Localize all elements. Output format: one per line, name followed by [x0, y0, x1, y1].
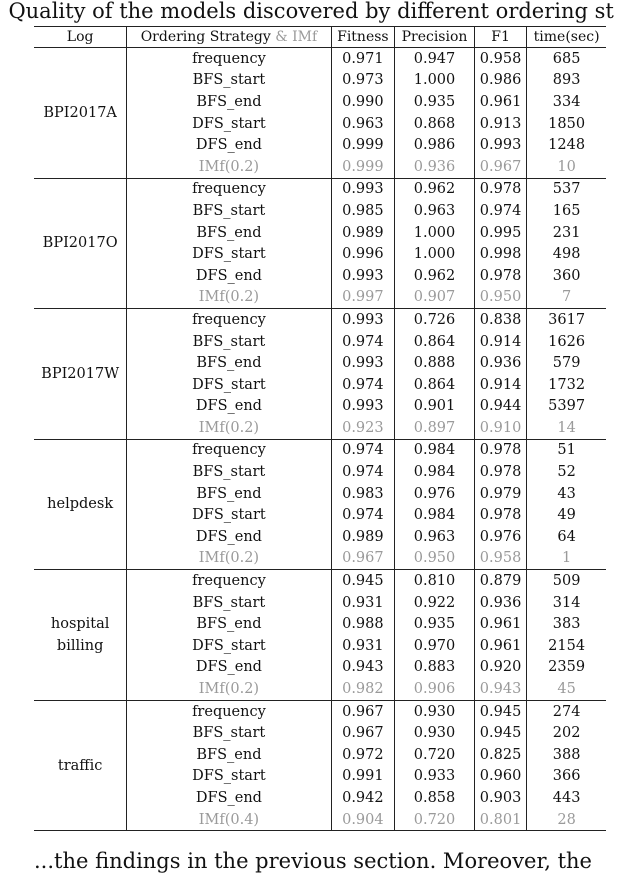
- fitness-cell: 0.904: [331, 809, 395, 831]
- log-name: BPI2017A: [43, 104, 117, 121]
- fitness-cell: 0.985: [331, 200, 395, 222]
- fitness-cell: 0.999: [331, 134, 395, 156]
- log-name-cell: [34, 178, 127, 309]
- log-name-cell: [34, 570, 127, 701]
- time-cell: 443: [552, 789, 581, 806]
- log-name: billing: [56, 638, 104, 655]
- precision-cell: 0.720: [395, 744, 475, 766]
- table-row: [34, 439, 606, 461]
- time-cell: 49: [557, 507, 576, 524]
- strategy-cell: DFS_end: [127, 396, 331, 418]
- precision-cell: 0.984: [395, 461, 475, 483]
- time-cell: 1: [561, 550, 572, 567]
- time-cell: 231: [552, 224, 581, 241]
- fitness-cell: 0.967: [331, 700, 395, 722]
- time-cell: 1732: [548, 376, 586, 393]
- strategy-cell: IMf(0.2): [127, 417, 331, 439]
- time-cell: 314: [552, 594, 581, 611]
- time-cell: 334: [552, 93, 581, 110]
- f1-cell: 0.838: [474, 309, 526, 331]
- header-precision: Precision: [395, 27, 475, 48]
- f1-cell: 0.986: [474, 70, 526, 92]
- footer-text: ...the findings in the previous section. Moreover, the: [34, 849, 592, 873]
- fitness-cell: 0.982: [331, 678, 395, 700]
- f1-cell: 0.945: [474, 722, 526, 744]
- fitness-cell: 0.983: [331, 483, 395, 505]
- time-cell: 1248: [548, 137, 586, 154]
- time-cell: 165: [552, 202, 581, 219]
- f1-cell: 0.967: [474, 156, 526, 178]
- precision-cell: 0.963: [395, 200, 475, 222]
- fitness-cell: 0.974: [331, 374, 395, 396]
- strategy-cell: DFS_start: [127, 504, 331, 526]
- strategy-cell: BFS_start: [127, 331, 331, 353]
- strategy-cell: BFS_end: [127, 744, 331, 766]
- header-strategy: [127, 27, 331, 48]
- precision-cell: 0.858: [395, 787, 475, 809]
- precision-cell: 0.922: [395, 592, 475, 614]
- time-cell: 51: [557, 442, 576, 459]
- fitness-cell: 0.991: [331, 766, 395, 788]
- precision-cell: 0.935: [395, 613, 475, 635]
- fitness-cell: 0.923: [331, 417, 395, 439]
- header-row: [34, 27, 606, 48]
- fitness-cell: 0.988: [331, 613, 395, 635]
- f1-cell: 0.879: [474, 570, 526, 592]
- f1-cell: 0.978: [474, 461, 526, 483]
- fitness-cell: 0.972: [331, 744, 395, 766]
- log-name: helpdesk: [47, 496, 114, 513]
- precision-cell: 0.962: [395, 178, 475, 200]
- header-strategy-label: Ordering Strategy: [140, 29, 271, 45]
- time-cell: 2359: [548, 659, 586, 676]
- f1-cell: 0.974: [474, 200, 526, 222]
- time-cell: 360: [552, 267, 581, 284]
- header-time: time(sec): [533, 29, 600, 45]
- precision-cell: 0.868: [395, 113, 475, 135]
- fitness-cell: 0.967: [331, 548, 395, 570]
- precision-cell: 0.901: [395, 396, 475, 418]
- strategy-cell: frequency: [127, 570, 331, 592]
- fitness-cell: 0.993: [331, 265, 395, 287]
- time-cell: 509: [552, 573, 581, 590]
- strategy-cell: DFS_end: [127, 526, 331, 548]
- fitness-cell: 0.993: [331, 352, 395, 374]
- precision-cell: 0.963: [395, 526, 475, 548]
- fitness-cell: 0.993: [331, 309, 395, 331]
- fitness-cell: 0.974: [331, 331, 395, 353]
- time-cell: 498: [552, 246, 581, 263]
- fitness-cell: 0.999: [331, 156, 395, 178]
- time-cell: 52: [557, 464, 576, 481]
- log-name-cell: [34, 700, 127, 831]
- strategy-cell: BFS_start: [127, 200, 331, 222]
- precision-cell: 1.000: [395, 70, 475, 92]
- f1-cell: 0.979: [474, 483, 526, 505]
- precision-cell: 0.970: [395, 635, 475, 657]
- f1-cell: 0.978: [474, 504, 526, 526]
- precision-cell: 1.000: [395, 222, 475, 244]
- f1-cell: 0.993: [474, 134, 526, 156]
- strategy-cell: frequency: [127, 48, 331, 70]
- time-cell: 3617: [548, 311, 586, 328]
- fitness-cell: 0.931: [331, 635, 395, 657]
- table-caption: [0, 0, 614, 24]
- strategy-cell: BFS_end: [127, 352, 331, 374]
- header-fitness: Fitness: [331, 27, 395, 48]
- header-strategy-extra: & IMf: [275, 29, 318, 45]
- results-table: [34, 26, 606, 831]
- strategy-cell: BFS_end: [127, 483, 331, 505]
- log-name-cell: [34, 309, 127, 440]
- table-body: [34, 48, 606, 831]
- precision-cell: 0.950: [395, 548, 475, 570]
- strategy-cell: DFS_start: [127, 374, 331, 396]
- time-cell: 43: [557, 485, 576, 502]
- strategy-cell: BFS_start: [127, 722, 331, 744]
- time-cell: 64: [557, 528, 576, 545]
- caption-text: Quality of the models discovered by different ordering st: [1, 0, 614, 23]
- precision-cell: 0.933: [395, 766, 475, 788]
- fitness-cell: 0.943: [331, 657, 395, 679]
- f1-cell: 0.920: [474, 657, 526, 679]
- log-name: BPI2017W: [41, 365, 120, 382]
- precision-cell: 0.986: [395, 134, 475, 156]
- f1-cell: 0.995: [474, 222, 526, 244]
- fitness-cell: 0.974: [331, 461, 395, 483]
- time-cell: 1626: [548, 333, 586, 350]
- strategy-cell: DFS_end: [127, 657, 331, 679]
- f1-cell: 0.978: [474, 178, 526, 200]
- precision-cell: 0.906: [395, 678, 475, 700]
- precision-cell: 1.000: [395, 243, 475, 265]
- fitness-cell: 0.973: [331, 70, 395, 92]
- f1-cell: 0.961: [474, 635, 526, 657]
- strategy-cell: DFS_end: [127, 134, 331, 156]
- time-cell: 7: [561, 289, 572, 306]
- precision-cell: 0.907: [395, 287, 475, 309]
- strategy-cell: BFS_start: [127, 70, 331, 92]
- fitness-cell: 0.989: [331, 526, 395, 548]
- fitness-cell: 0.974: [331, 439, 395, 461]
- precision-cell: 0.947: [395, 48, 475, 70]
- f1-cell: 0.958: [474, 48, 526, 70]
- time-cell: 1850: [548, 115, 586, 132]
- f1-cell: 0.998: [474, 243, 526, 265]
- precision-cell: 0.810: [395, 570, 475, 592]
- strategy-cell: frequency: [127, 439, 331, 461]
- strategy-cell: DFS_start: [127, 243, 331, 265]
- time-cell: 45: [557, 681, 576, 698]
- f1-cell: 0.913: [474, 113, 526, 135]
- time-cell: 14: [557, 419, 576, 436]
- strategy-cell: IMf(0.2): [127, 548, 331, 570]
- time-cell: 202: [552, 725, 581, 742]
- table-row: [34, 700, 606, 722]
- precision-cell: 0.930: [395, 722, 475, 744]
- f1-cell: 0.943: [474, 678, 526, 700]
- header-f1: F1: [474, 27, 526, 48]
- f1-cell: 0.914: [474, 331, 526, 353]
- time-cell: 274: [552, 703, 581, 720]
- time-cell: 2154: [548, 637, 586, 654]
- time-cell: 383: [552, 616, 581, 633]
- fitness-cell: 0.993: [331, 396, 395, 418]
- strategy-cell: DFS_start: [127, 766, 331, 788]
- table-row: [34, 48, 606, 70]
- log-name: hospital: [50, 616, 110, 633]
- strategy-cell: DFS_start: [127, 635, 331, 657]
- strategy-cell: IMf(0.4): [127, 809, 331, 831]
- time-cell: 685: [552, 50, 581, 67]
- strategy-cell: BFS_start: [127, 592, 331, 614]
- f1-cell: 0.910: [474, 417, 526, 439]
- strategy-cell: frequency: [127, 309, 331, 331]
- precision-cell: 0.864: [395, 331, 475, 353]
- fitness-cell: 0.931: [331, 592, 395, 614]
- f1-cell: 0.936: [474, 352, 526, 374]
- time-cell: 579: [552, 355, 581, 372]
- precision-cell: 0.930: [395, 700, 475, 722]
- time-cell: 366: [552, 768, 581, 785]
- fitness-cell: 0.989: [331, 222, 395, 244]
- precision-cell: 0.864: [395, 374, 475, 396]
- precision-cell: 0.720: [395, 809, 475, 831]
- table-row: [34, 309, 606, 331]
- precision-cell: 0.935: [395, 91, 475, 113]
- fitness-cell: 0.974: [331, 504, 395, 526]
- fitness-cell: 0.993: [331, 178, 395, 200]
- fitness-cell: 0.945: [331, 570, 395, 592]
- precision-cell: 0.984: [395, 439, 475, 461]
- f1-cell: 0.950: [474, 287, 526, 309]
- header-log: Log: [34, 27, 127, 48]
- log-name-cell: [34, 48, 127, 179]
- fitness-cell: 0.996: [331, 243, 395, 265]
- strategy-cell: IMf(0.2): [127, 678, 331, 700]
- fitness-cell: 0.971: [331, 48, 395, 70]
- f1-cell: 0.914: [474, 374, 526, 396]
- f1-cell: 0.903: [474, 787, 526, 809]
- fitness-cell: 0.963: [331, 113, 395, 135]
- time-cell: 537: [552, 181, 581, 198]
- strategy-cell: DFS_start: [127, 113, 331, 135]
- table-row: [34, 570, 606, 592]
- strategy-cell: frequency: [127, 178, 331, 200]
- precision-cell: 0.984: [395, 504, 475, 526]
- time-cell: 5397: [548, 398, 586, 415]
- precision-cell: 0.897: [395, 417, 475, 439]
- f1-cell: 0.961: [474, 613, 526, 635]
- strategy-cell: DFS_end: [127, 787, 331, 809]
- fitness-cell: 0.967: [331, 722, 395, 744]
- time-cell: 893: [552, 72, 581, 89]
- precision-cell: 0.726: [395, 309, 475, 331]
- time-cell: 28: [557, 811, 576, 828]
- time-cell: 10: [557, 158, 576, 175]
- fitness-cell: 0.997: [331, 287, 395, 309]
- precision-cell: 0.936: [395, 156, 475, 178]
- strategy-cell: frequency: [127, 700, 331, 722]
- precision-cell: 0.976: [395, 483, 475, 505]
- log-name: BPI2017O: [42, 235, 118, 252]
- precision-cell: 0.883: [395, 657, 475, 679]
- log-name: traffic: [57, 757, 103, 774]
- f1-cell: 0.978: [474, 265, 526, 287]
- strategy-cell: DFS_end: [127, 265, 331, 287]
- strategy-cell: IMf(0.2): [127, 287, 331, 309]
- f1-cell: 0.945: [474, 700, 526, 722]
- f1-cell: 0.936: [474, 592, 526, 614]
- fitness-cell: 0.942: [331, 787, 395, 809]
- strategy-cell: BFS_end: [127, 613, 331, 635]
- f1-cell: 0.944: [474, 396, 526, 418]
- f1-cell: 0.978: [474, 439, 526, 461]
- precision-cell: 0.888: [395, 352, 475, 374]
- table-row: [34, 178, 606, 200]
- f1-cell: 0.961: [474, 91, 526, 113]
- f1-cell: 0.976: [474, 526, 526, 548]
- fitness-cell: 0.990: [331, 91, 395, 113]
- log-name-cell: [34, 439, 127, 570]
- precision-cell: 0.962: [395, 265, 475, 287]
- f1-cell: 0.801: [474, 809, 526, 831]
- time-cell: 388: [552, 746, 581, 763]
- strategy-cell: BFS_end: [127, 91, 331, 113]
- f1-cell: 0.825: [474, 744, 526, 766]
- strategy-cell: BFS_start: [127, 461, 331, 483]
- strategy-cell: BFS_end: [127, 222, 331, 244]
- f1-cell: 0.958: [474, 548, 526, 570]
- f1-cell: 0.960: [474, 766, 526, 788]
- strategy-cell: IMf(0.2): [127, 156, 331, 178]
